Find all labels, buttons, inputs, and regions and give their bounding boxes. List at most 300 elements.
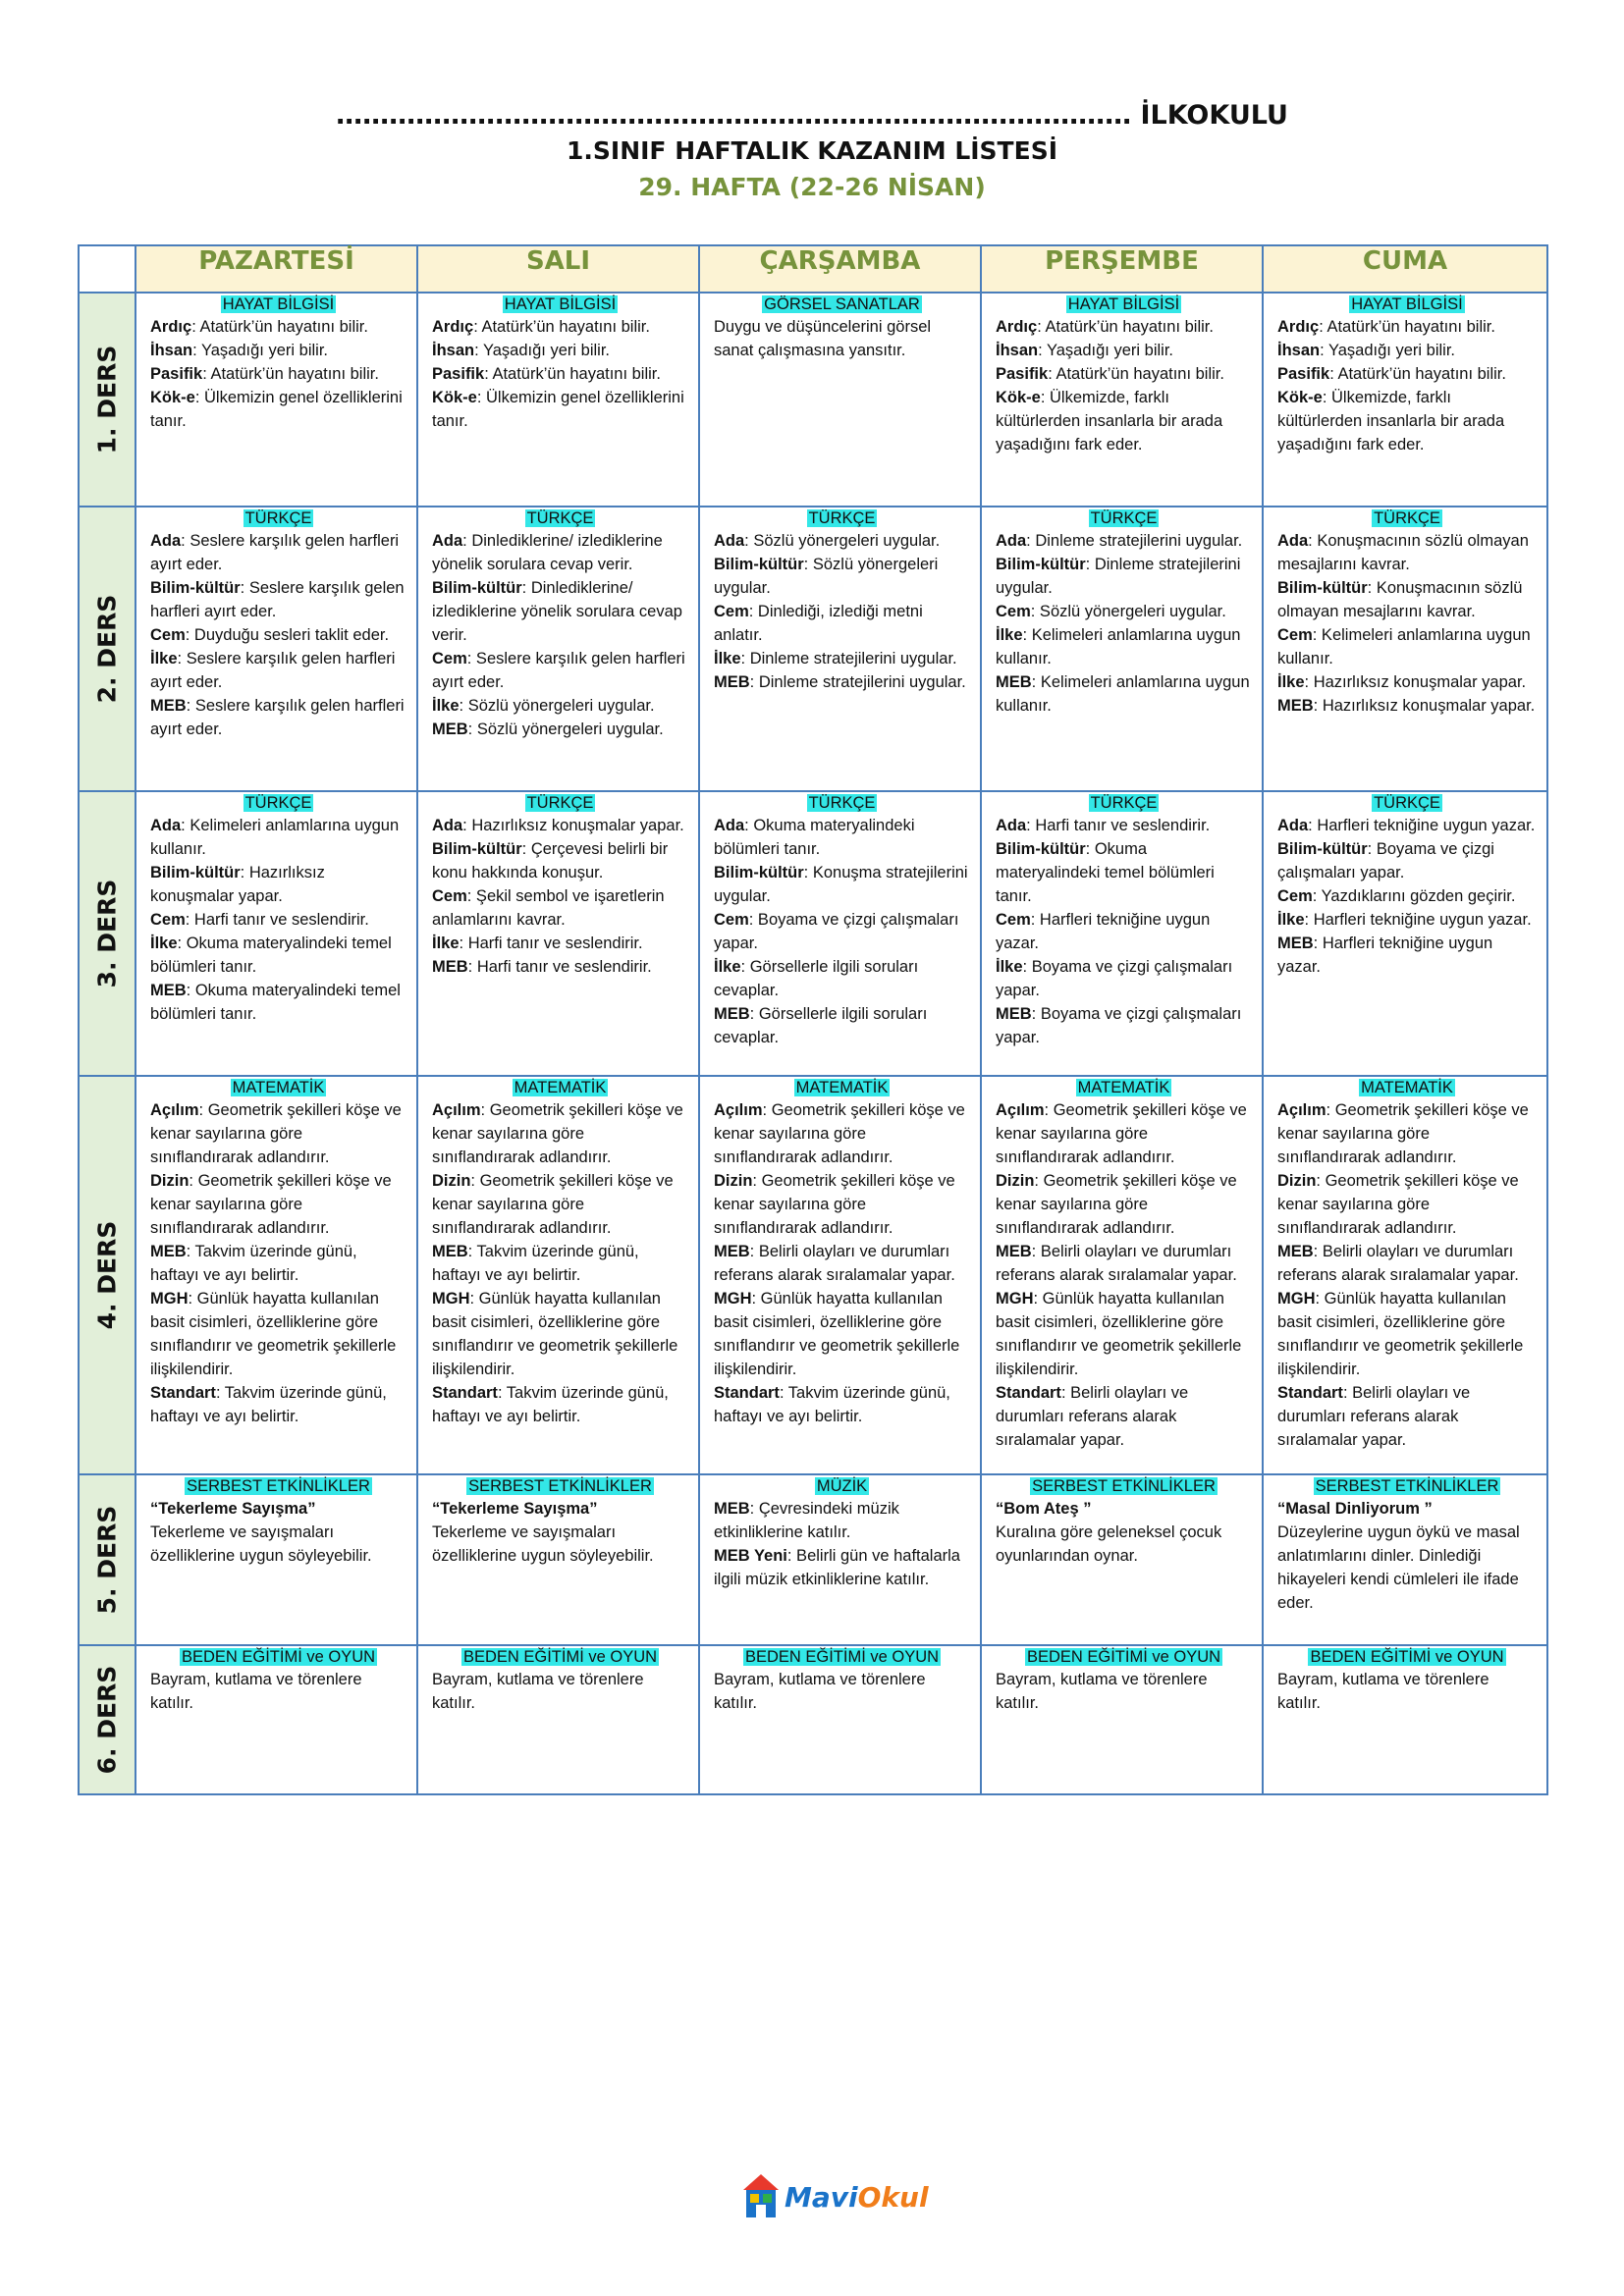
page-header — [0, 98, 1624, 206]
objective-text: : Kelimeleri anlamlarına uygun kullanır. — [150, 817, 400, 858]
objective-line — [150, 647, 406, 694]
objective-line — [1277, 1497, 1537, 1521]
objective-line — [150, 908, 406, 932]
subject-label — [714, 792, 970, 814]
objective-line — [714, 600, 970, 647]
source-name: Bilim-kültür — [1277, 579, 1368, 597]
source-name: MEB — [1277, 1243, 1314, 1260]
source-name: Ada — [714, 532, 745, 550]
objective-line — [996, 386, 1252, 456]
schedule-cell — [699, 791, 981, 1076]
objective-line — [1277, 1381, 1537, 1452]
objective-text: : Belirli olayları ve durumları referans alarak sıralamalar yapar. — [996, 1384, 1189, 1449]
objective-line — [150, 1668, 406, 1715]
objective-line — [714, 529, 970, 553]
objective-line — [432, 315, 688, 339]
objective-line — [714, 553, 970, 600]
objective-text: : Seslere karşılık gelen harfleri ayırt eder. — [150, 697, 405, 738]
source-name: İlke — [1277, 911, 1305, 929]
objective-line — [1277, 837, 1537, 884]
source-name: Ardıç — [1277, 318, 1320, 336]
objective-text: : Atatürk’ün hayatını bilir. — [191, 318, 368, 336]
objective-line — [1277, 1240, 1537, 1287]
source-name: Cem — [1277, 887, 1313, 905]
objective-line — [1277, 908, 1537, 932]
objective-text: : Boyama ve çizgi çalışmaları yapar. — [996, 1005, 1242, 1046]
lesson-row — [79, 1474, 1547, 1645]
lesson-label: 4. DERS — [92, 1220, 122, 1330]
objective-line — [1277, 670, 1537, 694]
schedule-cell — [1263, 1474, 1547, 1645]
lesson-label-cell — [79, 507, 135, 791]
source-name: Ardıç — [432, 318, 474, 336]
objective-text: : Harfi tanır ve seslendirir. — [467, 958, 652, 976]
objective-text: : Geometrik şekilleri köşe ve kenar sayılarına göre sınıflandırarak adlandırır. — [150, 1172, 392, 1237]
objective-line — [714, 1240, 970, 1287]
schedule-cell — [417, 1645, 699, 1794]
objective-line — [996, 1002, 1252, 1049]
source-name: MEB — [150, 1243, 187, 1260]
objective-line — [714, 1169, 970, 1240]
objective-line — [714, 861, 970, 908]
objective-text: Bayram, kutlama ve törenlere katılır. — [996, 1671, 1208, 1712]
objective-line — [150, 386, 406, 433]
objective-text: : Harfleri tekniğine uygun yazar. — [1304, 911, 1532, 929]
objective-line — [150, 861, 406, 908]
objective-text: : Sözlü yönergeleri uygular. — [467, 721, 664, 738]
lesson-label-cell — [79, 1474, 135, 1645]
objective-text: : Belirli gün ve haftalarla ilgili müzik etkinliklerine katılır. — [714, 1547, 960, 1588]
subject-label — [1277, 792, 1537, 814]
schedule-cell — [981, 791, 1263, 1076]
objective-line — [150, 1240, 406, 1287]
source-name: Bilim-kültür — [996, 840, 1086, 858]
schedule-cell — [1263, 1645, 1547, 1794]
objective-text: : Geometrik şekilleri köşe ve kenar sayılarına göre sınıflandırarak adlandırır. — [714, 1172, 955, 1237]
objective-text: : Konuşmacının sözlü olmayan mesajlarını kavrar. — [1277, 532, 1529, 573]
lesson-row — [79, 1076, 1547, 1474]
objective-text: : Sözlü yönergeleri uygular. — [714, 556, 939, 597]
schedule-cell — [699, 293, 981, 507]
objective-text: : Atatürk’ün hayatını bilir. — [473, 318, 650, 336]
objective-line — [150, 1287, 406, 1381]
objective-line — [714, 1002, 970, 1049]
objective-text: : Boyama ve çizgi çalışmaları yapar. — [996, 958, 1233, 999]
source-name: Kök-e — [432, 389, 477, 406]
schedule-cell — [135, 293, 417, 507]
source-name: Cem — [1277, 626, 1313, 644]
subject-label — [150, 1475, 406, 1497]
objective-text: : Geometrik şekilleri köşe ve kenar sayılarına göre sınıflandırarak adlandırır. — [996, 1172, 1237, 1237]
objective-line — [150, 1381, 406, 1428]
objective-line — [150, 339, 406, 362]
objective-text: : Belirli olayları ve durumları referans alarak sıralamalar yapar. — [1277, 1384, 1471, 1449]
objective-line — [432, 1169, 688, 1240]
maviokul-logo — [741, 2169, 929, 2224]
source-name: MEB — [996, 1243, 1032, 1260]
source-name: İhsan — [432, 342, 475, 359]
schedule-cell — [1263, 1076, 1547, 1474]
objective-text: : Atatürk’ün hayatını bilir. — [1048, 365, 1224, 383]
objective-line — [996, 315, 1252, 339]
objective-text: : Yazdıklarını gözden geçirir. — [1312, 887, 1516, 905]
source-name: Cem — [432, 887, 467, 905]
objective-line — [1277, 694, 1537, 718]
source-name: Bilim-kültür — [432, 579, 522, 597]
objective-text: : Geometrik şekilleri köşe ve kenar sayılarına göre sınıflandırarak adlandırır. — [1277, 1101, 1529, 1166]
source-name: MEB — [714, 673, 750, 691]
source-name: Ada — [996, 532, 1027, 550]
schedule-cell — [1263, 293, 1547, 507]
objective-line — [714, 908, 970, 955]
objective-text: : Seslere karşılık gelen harfleri ayırt eder. — [150, 532, 400, 573]
lesson-label-cell — [79, 1645, 135, 1794]
subject-badge: BEDEN EĞİTİMİ ve OYUN — [1026, 1648, 1221, 1666]
objective-line — [1277, 1287, 1537, 1381]
schedule-cell — [981, 293, 1263, 507]
subject-badge: MATEMATİK — [514, 1079, 607, 1096]
source-name: Bilim-kültür — [1277, 840, 1368, 858]
lesson-label-cell — [79, 1076, 135, 1474]
schedule-cell — [1263, 507, 1547, 791]
objective-line — [150, 932, 406, 979]
objective-text: : Seslere karşılık gelen harfleri ayırt eder. — [432, 650, 685, 691]
objective-line — [150, 814, 406, 861]
objective-line — [150, 529, 406, 576]
source-name: Dizin — [150, 1172, 189, 1190]
objective-line — [150, 315, 406, 339]
subject-badge: HAYAT BİLGİSİ — [222, 295, 335, 313]
objective-text: : Geometrik şekilleri köşe ve kenar sayılarına göre sınıflandırarak adlandırır. — [150, 1101, 402, 1166]
objective-line — [432, 932, 688, 955]
subject-badge: BEDEN EĞİTİMİ ve OYUN — [462, 1648, 658, 1666]
objective-line — [714, 814, 970, 861]
source-name: Dizin — [996, 1172, 1035, 1190]
objective-text: : Harfleri tekniğine uygun yazar. — [1308, 817, 1536, 834]
subject-label — [1277, 1077, 1537, 1098]
source-name: MEB — [1277, 697, 1314, 715]
objective-text: : Ülkemizin genel özelliklerini tanır. — [150, 389, 403, 430]
subject-badge: MÜZİK — [816, 1477, 868, 1495]
source-name: MEB — [1277, 934, 1314, 952]
lesson-label: 6. DERS — [92, 1665, 122, 1775]
corner-cell — [79, 245, 135, 293]
subject-label — [1277, 507, 1537, 529]
schedule-cell — [981, 507, 1263, 791]
source-name: İhsan — [1277, 342, 1321, 359]
objective-line — [1277, 576, 1537, 623]
objective-line — [432, 884, 688, 932]
objective-line — [432, 647, 688, 694]
objective-text: : Çevresindeki müzik etkinliklerine katılır. — [714, 1500, 899, 1541]
source-name: MEB — [432, 958, 468, 976]
objective-text: Bayram, kutlama ve törenlere katılır. — [1277, 1671, 1489, 1712]
objective-line — [714, 1668, 970, 1715]
objective-line — [432, 1497, 688, 1521]
source-name: Açılım — [432, 1101, 481, 1119]
objective-text: : Yaşadığı yeri bilir. — [1038, 342, 1173, 359]
objective-line — [996, 1381, 1252, 1452]
objective-text: : Belirli olayları ve durumları referans alarak sıralamalar yapar. — [714, 1243, 955, 1284]
subject-badge: SERBEST ETKİNLİKLER — [187, 1477, 370, 1495]
subject-badge: MATEMATİK — [1361, 1079, 1453, 1096]
source-name: MGH — [996, 1290, 1034, 1308]
objective-line — [432, 1098, 688, 1169]
objective-line — [996, 623, 1252, 670]
subject-badge: TÜRKÇE — [526, 794, 594, 812]
subject-badge: TÜRKÇE — [808, 509, 876, 527]
subject-badge: TÜRKÇE — [244, 794, 312, 812]
objective-text: : Atatürk’ün hayatını bilir. — [1037, 318, 1214, 336]
objective-line — [996, 339, 1252, 362]
schedule-cell — [135, 1474, 417, 1645]
objective-line — [1277, 1521, 1537, 1615]
objective-line — [432, 386, 688, 433]
objective-text: : Yaşadığı yeri bilir. — [474, 342, 610, 359]
objective-text: : Seslere karşılık gelen harfleri ayırt eder. — [150, 650, 396, 691]
source-name: Standart — [432, 1384, 498, 1402]
source-name: MGH — [1277, 1290, 1316, 1308]
subject-badge: TÜRKÇE — [1374, 794, 1440, 812]
objective-text: Bayram, kutlama ve törenlere katılır. — [150, 1671, 362, 1712]
objective-text: : Belirli olayları ve durumları referans alarak sıralamalar yapar. — [1277, 1243, 1519, 1284]
objective-line — [432, 694, 688, 718]
objective-line — [150, 1497, 406, 1521]
objective-line — [432, 718, 688, 741]
source-name: Ada — [1277, 817, 1309, 834]
lesson-row — [79, 293, 1547, 507]
schedule-cell — [981, 1645, 1263, 1794]
objective-text: : Hazırlıksız konuşmalar yapar. — [462, 817, 684, 834]
objective-text: : Takvim üzerinde günü, haftayı ve ayı belirtir. — [432, 1384, 669, 1425]
objective-text: : Dinlediği, izlediği metni anlatır. — [714, 603, 923, 644]
objective-line — [714, 1287, 970, 1381]
objective-text: : Günlük hayatta kullanılan basit cisimleri, özelliklerine göre sınıflandırır ve geometrik şekillerle ilişkilendirir. — [1277, 1290, 1524, 1378]
objective-line — [432, 339, 688, 362]
source-name: İhsan — [150, 342, 193, 359]
source-name: Cem — [996, 911, 1031, 929]
objective-line — [150, 1169, 406, 1240]
weekly-plan-table — [78, 244, 1548, 1795]
subject-badge: HAYAT BİLGİSİ — [1067, 295, 1180, 313]
source-name: Ardıç — [996, 318, 1038, 336]
objective-text: : Görsellerle ilgili soruları cevaplar. — [714, 958, 919, 999]
day-header-row — [79, 245, 1547, 293]
source-name: Pasifik — [150, 365, 203, 383]
lesson-label: 3. DERS — [92, 879, 122, 988]
source-name: İlke — [150, 934, 178, 952]
objective-text: : Ülkemizde, farklı kültürlerden insanlarla bir arada yaşadığını fark eder. — [1277, 389, 1505, 454]
source-name: Bilim-kültür — [996, 556, 1086, 573]
objective-text: : Takvim üzerinde günü, haftayı ve ayı belirtir. — [150, 1384, 387, 1425]
objective-text: Tekerleme ve sayışmaları özelliklerine uygun söyleyebilir. — [150, 1523, 372, 1565]
objective-text: : Kelimeleri anlamlarına uygun kullanır. — [996, 626, 1241, 667]
objective-line — [432, 1668, 688, 1715]
source-name: İlke — [996, 626, 1023, 644]
source-name: Kök-e — [150, 389, 195, 406]
lesson-row — [79, 1645, 1547, 1794]
source-name: İhsan — [996, 342, 1039, 359]
subject-badge: HAYAT BİLGİSİ — [1351, 295, 1463, 313]
schedule-cell — [699, 507, 981, 791]
objective-text: : Atatürk’ün hayatını bilir. — [202, 365, 379, 383]
objective-text: : Yaşadığı yeri bilir. — [192, 342, 328, 359]
logo-text — [785, 2181, 929, 2214]
source-name: “Bom Ateş ” — [996, 1500, 1092, 1518]
objective-text: : Harfleri tekniğine uygun yazar. — [996, 911, 1211, 952]
source-name: MEB — [150, 697, 187, 715]
objective-text: : Şekil sembol ve işaretlerin anlamlarını kavrar. — [432, 887, 665, 929]
source-name: MEB — [150, 982, 187, 999]
day-header-tuesday: SALI — [417, 245, 699, 293]
schedule-cell — [135, 1645, 417, 1794]
subject-label — [1277, 294, 1537, 315]
source-name: Ada — [150, 532, 182, 550]
source-name: Ardıç — [150, 318, 192, 336]
subject-label — [996, 1077, 1252, 1098]
objective-text: : Geometrik şekilleri köşe ve kenar sayılarına göre sınıflandırarak adlandırır. — [996, 1101, 1247, 1166]
objective-text: : Geometrik şekilleri köşe ve kenar sayılarına göre sınıflandırarak adlandırır. — [1277, 1172, 1519, 1237]
objective-line — [714, 315, 970, 362]
objective-line — [432, 814, 688, 837]
objective-text: Kuralına göre geleneksel çocuk oyunlarından oynar. — [996, 1523, 1222, 1565]
objective-text: : Konuşma stratejilerini uygular. — [714, 864, 968, 905]
source-name: Dizin — [432, 1172, 471, 1190]
objective-line — [150, 1098, 406, 1169]
objective-line — [996, 1098, 1252, 1169]
objective-text: : Sözlü yönergeleri uygular. — [459, 697, 655, 715]
source-name: MEB — [714, 1500, 750, 1518]
objective-text: : Günlük hayatta kullanılan basit cisimleri, özelliklerine göre sınıflandırır ve geometrik şekillerle ilişkilendirir. — [150, 1290, 397, 1378]
school-name-line: ……………………………………………………………………………… İLKOKULU — [336, 100, 1288, 131]
objective-text: : Atatürk’ün hayatını bilir. — [484, 365, 661, 383]
lesson-label-cell — [79, 293, 135, 507]
objective-text: : Atatürk’ün hayatını bilir. — [1319, 318, 1495, 336]
house-icon — [741, 2172, 781, 2221]
objective-line — [432, 1287, 688, 1381]
objective-line — [996, 670, 1252, 718]
source-name: Bilim-kültür — [150, 579, 241, 597]
objective-text: Bayram, kutlama ve törenlere katılır. — [714, 1671, 926, 1712]
objective-text: : Dinleme stratejilerini uygular. — [749, 673, 966, 691]
subject-badge: TÜRKÇE — [1090, 794, 1158, 812]
objective-text: : Harfi tanır ve seslendirir. — [185, 911, 369, 929]
objective-line — [1277, 529, 1537, 576]
source-name: Kök-e — [1277, 389, 1323, 406]
objective-line — [996, 362, 1252, 386]
objective-text: : Dinleme stratejilerini uygular. — [1026, 532, 1243, 550]
objective-line — [714, 1497, 970, 1544]
day-header-monday: PAZARTESİ — [135, 245, 417, 293]
subject-label — [714, 507, 970, 529]
subject-badge: TÜRKÇE — [244, 509, 312, 527]
lesson-label: 1. DERS — [92, 345, 122, 454]
objective-text: Bayram, kutlama ve törenlere katılır. — [432, 1671, 644, 1712]
subject-label — [150, 294, 406, 315]
objective-text: : Kelimeleri anlamlarına uygun kullanır. — [1277, 626, 1531, 667]
source-name: Ada — [1277, 532, 1309, 550]
schedule-cell — [417, 791, 699, 1076]
source-name: Açılım — [150, 1101, 199, 1119]
objective-text: : Yaşadığı yeri bilir. — [1320, 342, 1455, 359]
source-name: Bilim-kültür — [150, 864, 241, 881]
subject-label — [996, 507, 1252, 529]
schedule-cell — [1263, 791, 1547, 1076]
source-name: Ada — [432, 532, 463, 550]
objective-line — [996, 529, 1252, 553]
objective-line — [432, 955, 688, 979]
schedule-cell — [135, 1076, 417, 1474]
objective-line — [714, 647, 970, 670]
objective-line — [1277, 1098, 1537, 1169]
objective-text: : Ülkemizde, farklı kültürlerden insanlarla bir arada yaşadığını fark eder. — [996, 389, 1223, 454]
objective-line — [150, 576, 406, 623]
objective-line — [432, 1521, 688, 1568]
subject-badge: MATEMATİK — [795, 1079, 889, 1096]
objective-text: : Seslere karşılık gelen harfleri ayırt eder. — [150, 579, 405, 620]
source-name: Cem — [996, 603, 1031, 620]
objective-text: : Hazırlıksız konuşmalar yapar. — [1313, 697, 1536, 715]
objective-text: : Takvim üzerinde günü, haftayı ve ayı belirtir. — [432, 1243, 639, 1284]
subject-label — [432, 1475, 688, 1497]
source-name: MEB — [432, 1243, 468, 1260]
objective-line — [1277, 1169, 1537, 1240]
source-name: MEB — [714, 1005, 750, 1023]
source-name: Pasifik — [432, 365, 485, 383]
subject-label — [432, 1646, 688, 1668]
objective-line — [150, 1521, 406, 1568]
lesson-row — [79, 791, 1547, 1076]
page-title: 1.SINIF HAFTALIK KAZANIM LİSTESİ — [567, 136, 1057, 165]
subject-label — [432, 792, 688, 814]
objective-line — [1277, 1668, 1537, 1715]
objective-text: : Takvim üzerinde günü, haftayı ve ayı belirtir. — [714, 1384, 950, 1425]
schedule-cell — [417, 507, 699, 791]
source-name: MEB — [996, 1005, 1032, 1023]
source-name: MGH — [150, 1290, 189, 1308]
objective-line — [996, 1497, 1252, 1521]
subject-label — [996, 294, 1252, 315]
source-name: Cem — [150, 911, 186, 929]
objective-line — [432, 1381, 688, 1428]
source-name: Standart — [714, 1384, 780, 1402]
objective-text: : Günlük hayatta kullanılan basit cisimleri, özelliklerine göre sınıflandırır ve geometrik şekillerle ilişkilendirir. — [996, 1290, 1242, 1378]
objective-text: : Takvim üzerinde günü, haftayı ve ayı belirtir. — [150, 1243, 357, 1284]
subject-badge: TÜRKÇE — [1374, 509, 1440, 527]
objective-line — [996, 1240, 1252, 1287]
objective-text: : Görsellerle ilgili soruları cevaplar. — [714, 1005, 928, 1046]
objective-line — [432, 529, 688, 576]
source-name: Ada — [996, 817, 1027, 834]
source-name: “Masal Dinliyorum ” — [1277, 1500, 1433, 1518]
day-header-friday: CUMA — [1263, 245, 1547, 293]
schedule-cell — [135, 507, 417, 791]
objective-text: : Boyama ve çizgi çalışmaları yapar. — [1277, 840, 1494, 881]
subject-badge: TÜRKÇE — [526, 509, 594, 527]
objective-line — [1277, 814, 1537, 837]
logo-text-mavi: Mavi — [785, 2180, 858, 2214]
subject-badge: SERBEST ETKİNLİKLER — [468, 1477, 652, 1495]
objective-text: : Konuşmacının sözlü olmayan mesajlarını kavrar. — [1277, 579, 1523, 620]
source-name: Ada — [150, 817, 182, 834]
source-name: İlke — [996, 958, 1023, 976]
source-name: Standart — [150, 1384, 216, 1402]
objective-line — [996, 814, 1252, 837]
objective-text: : Hazırlıksız konuşmalar yapar. — [1304, 673, 1527, 691]
objective-text: : Okuma materyalindeki temel bölümleri tanır. — [996, 840, 1215, 905]
subject-label — [1277, 1475, 1537, 1497]
objective-text: : Çerçevesi belirli bir konu hakkında konuşur. — [432, 840, 669, 881]
